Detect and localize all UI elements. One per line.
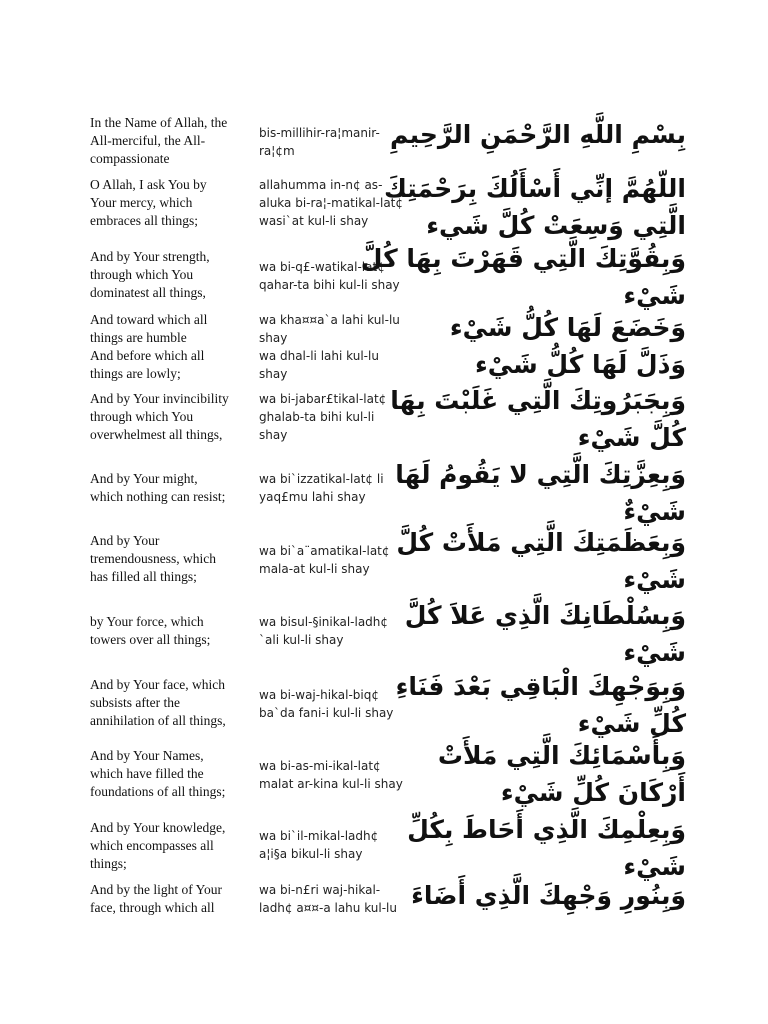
arabic-text	[383, 170, 686, 244]
arabic-line: كُلَّ شَيْء	[577, 423, 686, 452]
english-line: And by Your face, which	[90, 677, 225, 692]
transliteration-text	[259, 757, 419, 793]
translit-line: ladh¢ a¤¤-a lahu kul-lu	[259, 901, 397, 915]
arabic-text	[395, 456, 686, 530]
transliteration-text	[259, 613, 419, 649]
translit-line: shay	[259, 367, 288, 381]
english-text	[90, 676, 250, 730]
translit-line: ba`da fani-i kul-li shay	[259, 706, 394, 720]
english-text	[90, 114, 250, 168]
arabic-line: وَبِنُورِ وَجْهِكَ الَّذِي أَضَاءَ	[411, 881, 686, 910]
transliteration-text	[259, 827, 419, 863]
english-line: things;	[90, 856, 127, 871]
arabic-text	[404, 597, 686, 671]
english-line: And by Your knowledge,	[90, 820, 226, 835]
english-line: And by Your invincibility	[90, 391, 229, 406]
transliteration-text	[259, 542, 419, 578]
arabic-line: وَبِعِلْمِكَ الَّذِي أَحَاطَ بِكُلِّ	[407, 815, 686, 844]
arabic-line: وَبِوَجْهِكَ الْبَاقِي بَعْدَ فَنَاءِ	[395, 672, 686, 701]
translit-line: mala-at kul-li shay	[259, 562, 370, 576]
english-line: And by Your	[90, 533, 160, 548]
translit-line: malat ar-kina kul-li shay	[259, 777, 403, 791]
arabic-line: اللّهُمَّ إنِّي أَسْأَلُكَ بِرَحْمَتِكَ	[383, 174, 686, 203]
english-line: And by the light of Your	[90, 882, 223, 897]
translit-line: bis-millihir-ra¦manir-	[259, 126, 380, 140]
translit-line: aluka bi-ra¦-matikal-lat¢	[259, 196, 404, 210]
transliteration-text	[259, 881, 419, 917]
translit-line: wa bi-q£-watikal-lat¢	[259, 260, 385, 274]
english-text	[90, 176, 250, 230]
english-line: face, through which all	[90, 900, 215, 915]
transliteration-text	[259, 311, 419, 383]
translit-line: wa bi-waj-hikal-biq¢	[259, 688, 379, 702]
english-text	[90, 532, 250, 586]
english-line: dominatest all things,	[90, 285, 206, 300]
english-text	[90, 248, 250, 302]
translit-line: wa kha¤¤a`a lahi kul-lu	[259, 313, 400, 327]
translit-line: shay	[259, 428, 288, 442]
translit-line: shay	[259, 331, 288, 345]
arabic-text	[411, 877, 686, 914]
arabic-line: وَبِجَبَرُوتِكَ الَّتِي غَلَبْتَ بِهَا	[390, 386, 686, 415]
english-text	[90, 881, 250, 917]
translit-line: a¦i§a bikul-li shay	[259, 847, 363, 861]
english-line: has filled all things;	[90, 569, 197, 584]
translit-line: wa bi-n£ri waj-hikal-	[259, 883, 381, 897]
arabic-line: الَّتِي وَسِعَتْ كُلَّ شَيء	[426, 211, 686, 240]
arabic-text	[396, 524, 686, 598]
english-line: which nothing can resist;	[90, 489, 226, 504]
arabic-line: وَبِقُوَّتِكَ الَّتِي قَهَرْتَ بِهَا كُلَّ	[360, 244, 686, 273]
arabic-line: وَبِسُلْطَانِكَ الَّذِي عَلاَ كُلَّ	[404, 601, 686, 630]
arabic-line: شَيْءٌ	[623, 497, 686, 526]
english-line: towers over all things;	[90, 632, 211, 647]
translit-line: ra¦¢m	[259, 144, 295, 158]
arabic-line: شَيْء	[623, 638, 686, 667]
translit-line: yaq£mu lahi shay	[259, 490, 366, 504]
translit-line: wa dhal-li lahi kul-lu	[259, 349, 379, 363]
english-line: through which You	[90, 409, 194, 424]
english-line: things are humble	[90, 330, 187, 345]
translit-line: qahar-ta bihi kul-li shay	[259, 278, 400, 292]
english-line: All-merciful, the All-	[90, 133, 206, 148]
arabic-line: شَيْء	[623, 565, 686, 594]
arabic-line: شَيْء	[623, 281, 686, 310]
english-text	[90, 819, 250, 873]
arabic-text	[426, 309, 686, 383]
arabic-text	[407, 811, 686, 885]
english-text	[90, 470, 250, 506]
english-text	[90, 311, 250, 383]
arabic-line: وَخَضَعَ لَهَا كُلُّ شَيْء	[449, 313, 686, 342]
english-line: which encompasses all	[90, 838, 214, 853]
translit-line: wasi`at kul-li shay	[259, 214, 369, 228]
english-line: which have filled the	[90, 766, 204, 781]
translit-line: allahumma in-n¢ as-	[259, 178, 383, 192]
translit-line: wa bi-as-mi-ikal-lat¢	[259, 759, 381, 773]
arabic-line: وَبِعِزَّتِكَ الَّتِي لا يَقُومُ لَهَا	[395, 460, 686, 489]
arabic-text	[390, 382, 686, 456]
english-line: And by Your might,	[90, 471, 198, 486]
english-line: things are lowly;	[90, 366, 181, 381]
arabic-text	[395, 668, 686, 742]
english-line: Your mercy, which	[90, 195, 193, 210]
english-line: foundations of all things;	[90, 784, 226, 799]
english-line: tremendousness, which	[90, 551, 216, 566]
english-line: And before which all	[90, 348, 205, 363]
english-line: by Your force, which	[90, 614, 204, 629]
english-text	[90, 613, 250, 649]
arabic-text	[390, 116, 686, 153]
arabic-line: شَيْء	[623, 852, 686, 881]
translit-line: wa bi`izzatikal-lat¢ li	[259, 472, 384, 486]
english-line: annihilation of all things,	[90, 713, 226, 728]
translit-line: ghalab-ta bihi kul-li	[259, 410, 375, 424]
arabic-line: وَذَلَّ لَهَا كُلُّ شَيْء	[475, 350, 686, 379]
translit-line: `ali kul-li shay	[259, 633, 344, 647]
english-line: And toward which all	[90, 312, 208, 327]
translit-line: wa bi-jabar£tikal-lat¢	[259, 392, 387, 406]
arabic-text	[360, 240, 686, 314]
arabic-line: بِسْمِ اللَّهِ الرَّحْمَنِ الرَّحِيمِ	[390, 120, 686, 149]
translit-line: wa bi`il-mikal-ladh¢	[259, 829, 379, 843]
arabic-line: أَرْكَانَ كُلِّ شَيْء	[500, 778, 686, 807]
english-line: In the Name of Allah, the	[90, 115, 228, 130]
arabic-line: وَبِأَسْمَائِكَ الَّتِي مَلأَتْ	[437, 741, 686, 770]
english-line: And by Your strength,	[90, 249, 210, 264]
english-line: compassionate	[90, 151, 170, 166]
english-line: through which You	[90, 267, 194, 282]
english-line: subsists after the	[90, 695, 180, 710]
english-text	[90, 390, 250, 444]
translit-line: wa bisul-§inikal-ladh¢	[259, 615, 389, 629]
english-line: overwhelmest all things,	[90, 427, 223, 442]
english-line: And by Your Names,	[90, 748, 204, 763]
english-text	[90, 747, 250, 801]
english-line: embraces all things;	[90, 213, 198, 228]
arabic-line: كُلِّ شَيْء	[577, 709, 686, 738]
translit-line: wa bi`a¨amatikal-lat¢	[259, 544, 390, 558]
english-line: O Allah, I ask You by	[90, 177, 207, 192]
arabic-text	[426, 737, 686, 811]
arabic-line: وَبِعَظَمَتِكَ الَّتِي مَلأَتْ كُلَّ	[396, 528, 686, 557]
